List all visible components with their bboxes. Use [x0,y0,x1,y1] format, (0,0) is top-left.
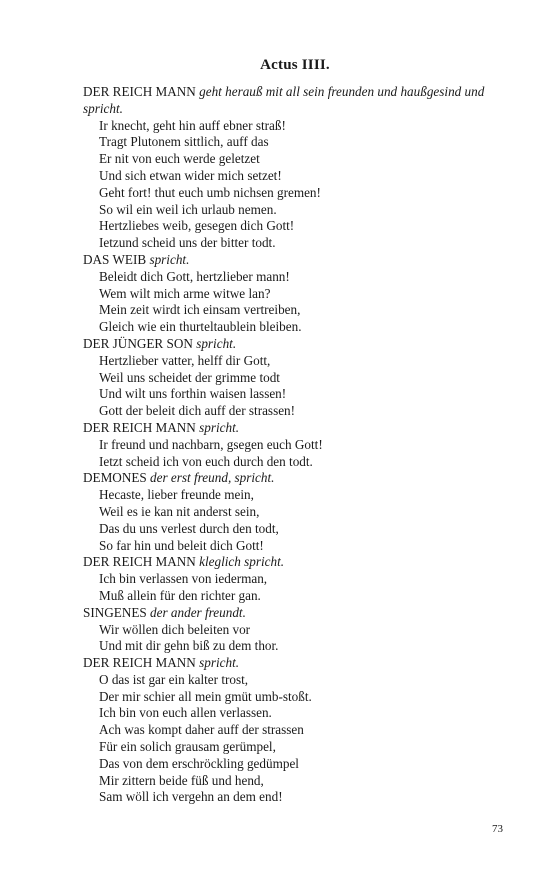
verse-line: Ich bin von euch allen verlassen. [99,705,272,721]
stage-direction: kleglich spricht. [199,554,285,570]
stage-direction: der ander freundt. [150,604,246,620]
verse-line: Ietzund scheid uns der bitter todt. [99,235,276,251]
speaker-name: SINGENES [83,604,147,620]
stage-direction: spricht. [149,251,190,267]
verse-line: Ach was kompt daher auff der strassen [99,722,304,738]
verse-line: Ich bin verlassen von iederman, [99,571,268,587]
verse-line: O das ist gar ein kalter trost, [99,671,249,687]
verse-line: Der mir schier all mein gmüt umb-stoßt. [99,688,312,704]
speaker-name: DER REICH MANN [83,419,196,435]
verse-line: Muß allein für den richter gan. [99,587,261,603]
verse-line: Weil uns scheidet der grimme todt [99,369,280,385]
act-title: Actus IIII. [260,57,330,73]
speaker-heading [83,655,513,672]
verse-line: Weil es ie kan nit anderst sein, [99,503,260,519]
stage-direction: spricht. [196,335,237,351]
verse-line: So far hin und beleit dich Gott! [99,537,264,553]
verse-line: Ir knecht, geht hin auff ebner straß! [99,117,286,133]
verse-line: Ir freund und nachbarn, gsegen euch Gott! [99,436,323,452]
speaker-name: DAS WEIB [83,251,147,267]
play-text [83,84,513,806]
speaker-name: DER REICH MANN [83,655,196,671]
verse-line: Und wilt uns forthin waisen lassen! [99,386,287,402]
stage-direction: geht herauß mit all sein freunden und haußgesind und spricht. [83,84,485,116]
verse-line: Hertzlieber vatter, helff dir Gott, [99,352,271,368]
speaker-heading [83,470,513,487]
verse-line: Und sich etwan wider mich setzet! [99,167,282,183]
verse-line: Geht fort! thut euch umb nichsen gremen! [99,184,321,200]
verse-line: Tragt Plutonem sittlich, auff das [99,134,269,150]
stage-direction: der erst freund, spricht. [150,470,275,486]
stage-direction: spricht. [199,419,240,435]
speaker-heading [83,420,513,437]
verse-line: Mir zittern beide füß und hend, [99,772,264,788]
verse-line: Das von dem erschröckling gedümpel [99,755,299,771]
speaker-heading [83,252,513,269]
speaker-heading [83,605,513,622]
verse-line: Beleidt dich Gott, hertzlieber mann! [99,268,290,284]
verse-line: Gott der beleit dich auff der strassen! [99,403,296,419]
verse-line: Gleich wie ein thurteltaublein bleiben. [99,319,302,335]
verse-line: Für ein solich grausam gerümpel, [99,739,276,755]
verse-line: Hecaste, lieber freunde mein, [99,487,254,503]
verse-line: Wir wöllen dich beleiten vor [99,621,251,637]
verse-line: Sam wöll ich vergehn an dem end! [99,789,283,805]
verse-line: Das du uns verlest durch den todt, [99,520,279,536]
verse-line: So wil ein weil ich urlaub nemen. [99,201,277,217]
speaker-name: DEMONES [83,470,147,486]
speaker-name: DER JÜNGER SON [83,335,193,351]
verse-line: Wem wilt mich arme witwe lan? [99,285,271,301]
verse-line: Ietzt scheid ich von euch durch den todt. [99,453,313,469]
verse-line: Und mit dir gehn biß zu dem thor. [99,638,279,654]
verse-line: Hertzliebes weib, gesegen dich Gott! [99,218,295,234]
verse-line: Mein zeit wirdt ich einsam vertreiben, [99,302,301,318]
speaker-heading [83,336,513,353]
stage-direction: spricht. [199,655,240,671]
speaker-name: DER REICH MANN [83,554,196,570]
speaker-heading [83,554,513,571]
speaker-name: DER REICH MANN [83,84,196,99]
speaker-heading [83,84,513,118]
verse-line: Er nit von euch werde geletzet [99,151,260,167]
page-number: 73 [492,823,503,835]
